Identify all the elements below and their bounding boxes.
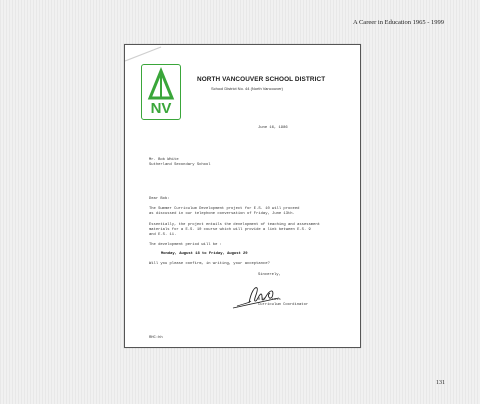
paragraph-2-line-2: materials for a E.S. 10 course which will provide a link between E.S. 9 [149,228,311,232]
paragraph-1-line-1: The Summer Curriculum Development project for E.S. 10 will proceed [149,207,300,211]
letter-date: June 16, 1986 [258,126,288,130]
logo-emblem-icon [142,65,180,119]
organization-name: NORTH VANCOUVER SCHOOL DISTRICT [197,76,326,83]
period-dates: Monday, August 18 to Friday, August 29 [161,252,248,256]
page-number: 131 [436,380,445,386]
reference-initials: RHC:hh [149,336,163,340]
folded-corner-mark [125,45,165,65]
paragraph-2-line-1: Essentially, the project entails the development of teaching and assessment [149,223,320,227]
district-logo [141,64,181,120]
period-intro: The development period will be : [149,243,222,247]
paragraph-2-line-3: and E.S. 11. [149,233,177,237]
running-header: A Career in Education 1965 - 1999 [353,19,444,26]
signer-name: R.H. Cross [258,298,281,302]
logo-letters: NV [150,100,172,117]
closing: Sincerely, [258,273,281,277]
organization-subtitle: School District No. 44 (North Vancouver) [211,86,283,91]
recipient-name: Mr. Bob White [149,158,179,162]
paragraph-1-line-2: as discussed in our telephone conversation of Friday, June 13th. [149,212,295,216]
salutation: Dear Bob: [149,197,170,201]
recipient-school: Sutherland Secondary School [149,163,211,167]
letter-page [124,44,361,348]
confirm-request: Will you please confirm, in writing, your acceptance? [149,262,270,266]
signer-title: Curriculum Coordinator [258,303,309,307]
